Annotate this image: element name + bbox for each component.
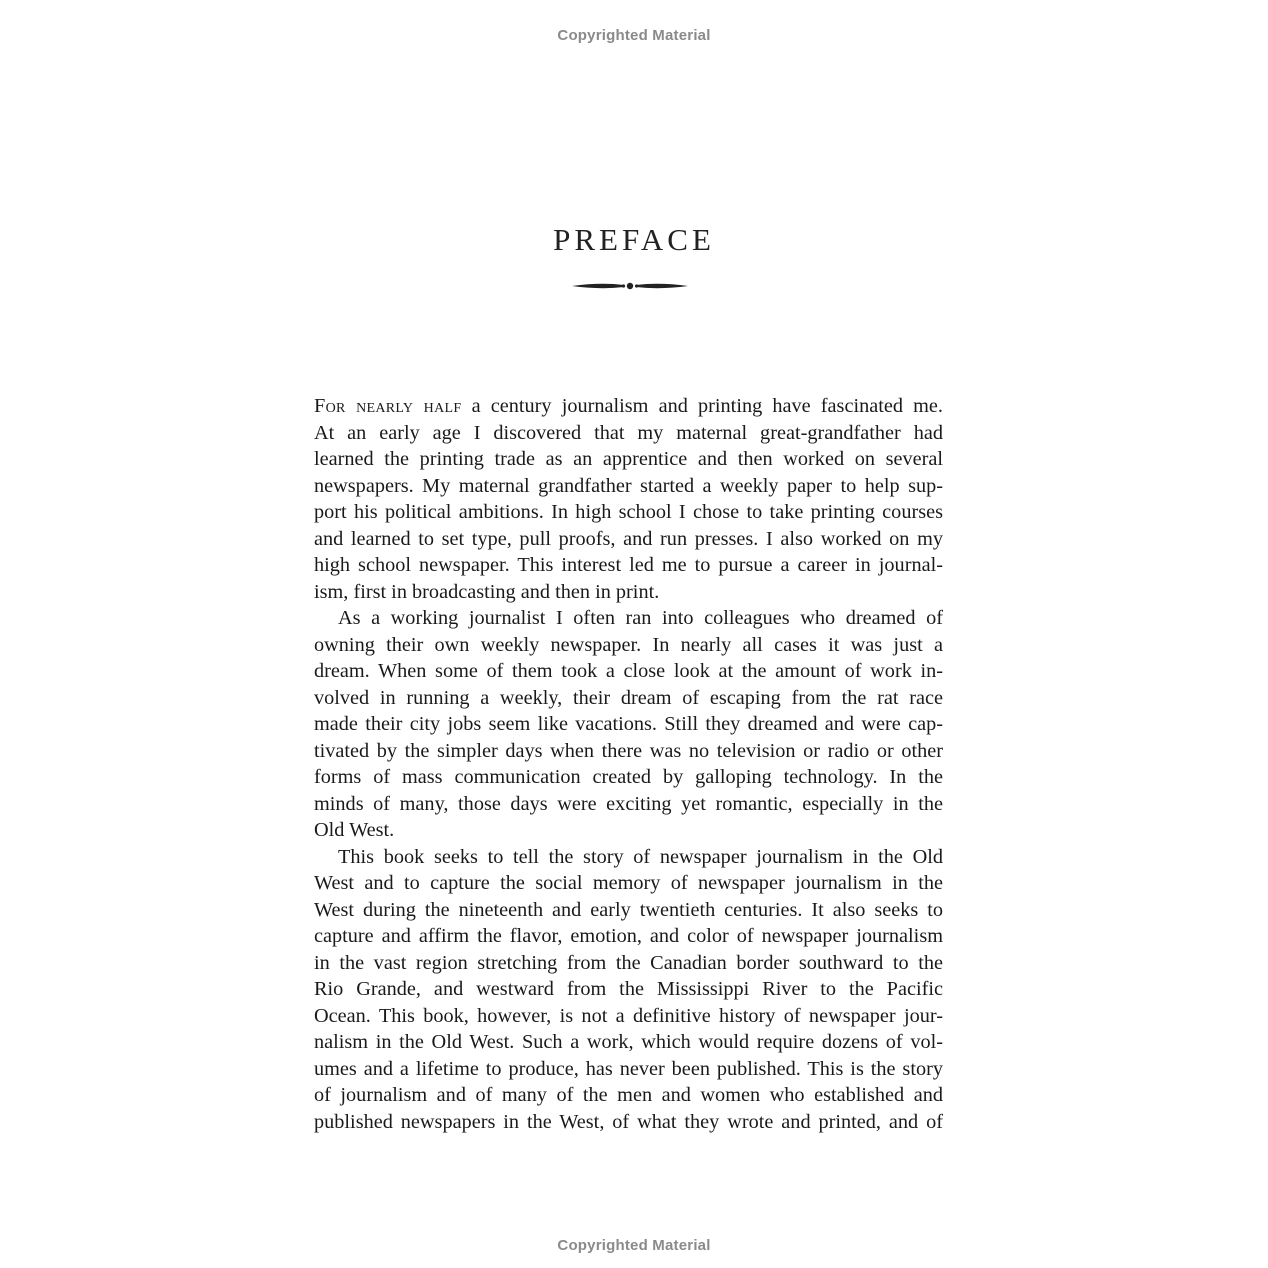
- text-line: minds of many, those days were exciting yet romantic, especially in the: [314, 792, 943, 815]
- text-line: This book seeks to tell the story of newspaper journalism in the Old: [338, 845, 943, 868]
- preface-body: [314, 393, 943, 1135]
- text-line: owning their own weekly newspaper. In nearly all cases it was just a: [314, 633, 943, 656]
- text-line: As a working journalist I often ran into colleagues who dreamed of: [338, 607, 943, 629]
- text-line: Ocean. This book, however, is not a definitive history of newspaper jour-: [314, 1004, 943, 1027]
- text-line: West during the nineteenth and early twentieth centuries. It also seeks to: [314, 898, 943, 921]
- text-line: high school newspaper. This interest led me to pursue a career in journal-: [314, 554, 943, 576]
- ornamental-divider: [572, 279, 688, 293]
- text-line: capture and affirm the flavor, emotion, and color of newspaper journalism: [314, 925, 943, 947]
- text-line: West and to capture the social memory of newspaper journalism in the: [314, 872, 943, 894]
- text-line: learned the printing trade as an apprentice and then worked on several: [314, 448, 943, 470]
- text-line: Rio Grande, and westward from the Mississippi River to the Pacific: [314, 978, 943, 1000]
- text-line: tivated by the simpler days when there was no television or radio or other: [314, 739, 943, 762]
- text-line: nalism in the Old West. Such a work, which would require dozens of vol-: [314, 1031, 943, 1053]
- text-line: and learned to set type, pull proofs, and run presses. I also worked on my: [314, 527, 943, 550]
- text-line: dream. When some of them took a close look at the amount of work in-: [314, 660, 943, 682]
- text-line: newspapers. My maternal grandfather started a weekly paper to help sup-: [314, 474, 943, 497]
- text-line: umes and a lifetime to produce, has never been published. This is the story: [314, 1057, 943, 1080]
- text-line: volved in running a weekly, their dream of escaping from the rat race: [314, 686, 943, 709]
- text-line: of journalism and of many of the men and women who established and: [314, 1084, 943, 1106]
- copyright-notice-bottom: Copyrighted Material: [557, 1237, 711, 1254]
- text-line: At an early age I discovered that my maternal great-grandfather had: [314, 421, 943, 444]
- text-line: [314, 393, 943, 420]
- text-line: forms of mass communication created by galloping technology. In the: [314, 766, 943, 788]
- lead-in-smallcaps: For nearly half: [314, 395, 462, 417]
- text-line: made their city jobs seem like vacations. Still they dreamed and were cap-: [314, 713, 943, 735]
- text-line: Old West.: [314, 819, 395, 841]
- line-text: a century journalism and printing have fascinated me.: [461, 395, 943, 417]
- text-line: in the vast region stretching from the Canadian border southward to the: [314, 951, 943, 974]
- copyright-notice-top: Copyrighted Material: [557, 27, 711, 44]
- chapter-title: PREFACE: [553, 222, 715, 257]
- text-line: ism, first in broadcasting and then in print.: [314, 580, 660, 603]
- text-line: published newspapers in the West, of what they wrote and printed, and of: [314, 1110, 943, 1133]
- text-line: port his political ambitions. In high school I chose to take printing courses: [314, 501, 943, 523]
